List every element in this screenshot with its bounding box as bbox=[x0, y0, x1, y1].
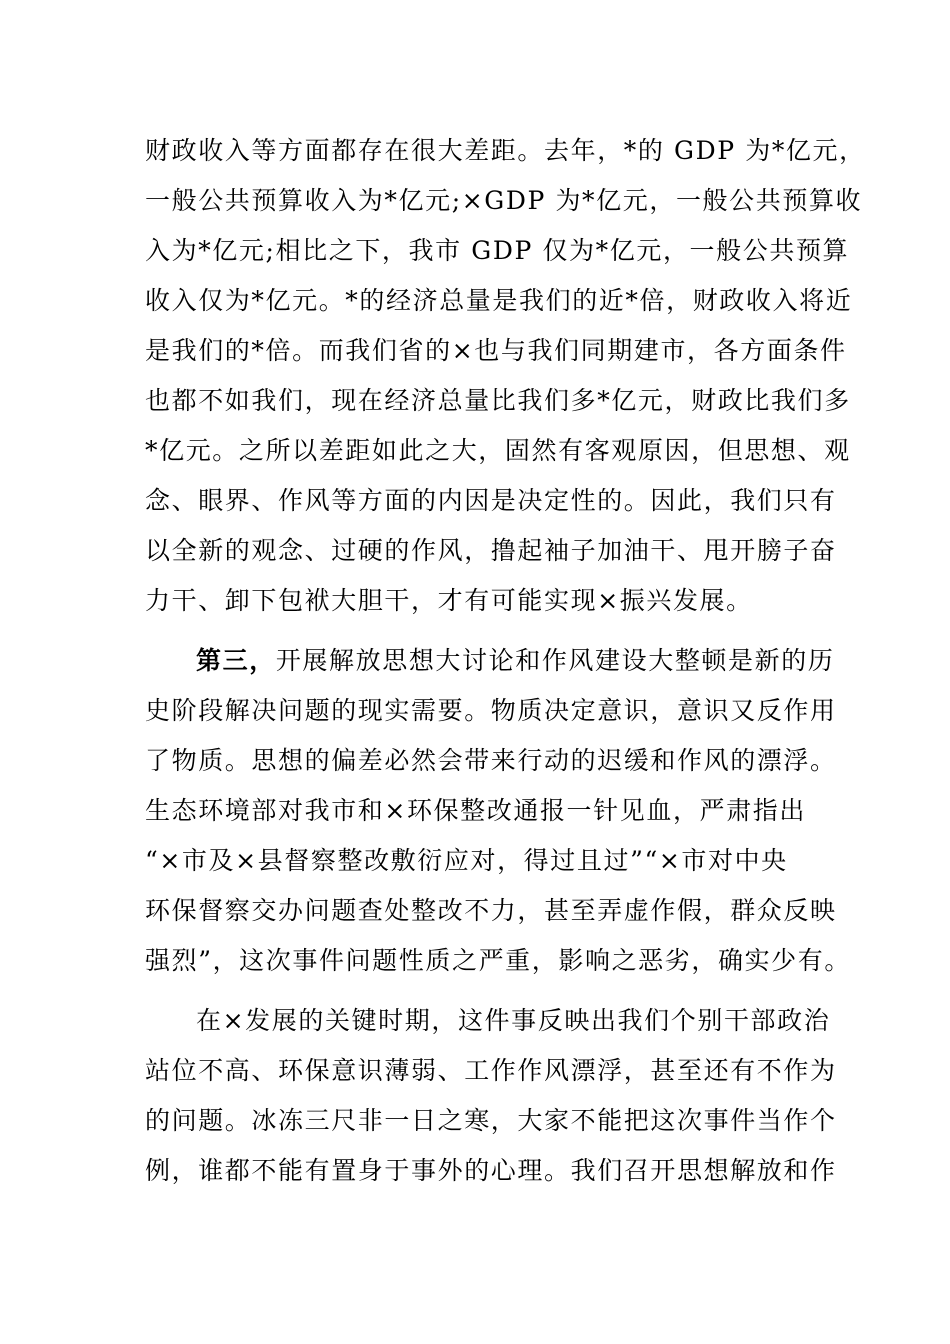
text-line: 在×发展的关键时期，这件事反映出我们个别干部政治 bbox=[196, 1006, 831, 1035]
text-line: 力干、卸下包袱大胆干，才有可能实现×振兴发展。 bbox=[145, 586, 753, 615]
text-line bbox=[196, 646, 834, 676]
text-line: 入为*亿元;相比之下，我市 GDP 仅为*亿元，一般公共预算 bbox=[145, 236, 850, 265]
text-line: 一般公共预算收入为*亿元;×GDP 为*亿元，一般公共预算收 bbox=[145, 186, 863, 215]
bold-lead: 第三， bbox=[196, 646, 276, 675]
text-line: 念、眼界、作风等方面的内因是决定性的。因此，我们只有 bbox=[145, 486, 837, 515]
text-line: 是我们的*倍。而我们省的×也与我们同期建市，各方面条件 bbox=[145, 336, 847, 365]
text-line-rest: 开展解放思想大讨论和作风建设大整顿是新的历 bbox=[275, 646, 835, 675]
text-line: 环保督察交办问题查处整改不力，甚至弄虚作假，群众反映 bbox=[145, 896, 837, 925]
text-line: 了物质。思想的偏差必然会带来行动的迟缓和作风的漂浮。 bbox=[145, 746, 837, 775]
text-line: 强烈”，这次事件问题性质之严重，影响之恶劣，确实少有。 bbox=[145, 946, 851, 975]
text-line: 例，谁都不能有置身于事外的心理。我们召开思想解放和作 bbox=[145, 1156, 837, 1185]
text-line: 的问题。冰冻三尺非一日之寒，大家不能把这次事件当作个 bbox=[145, 1106, 837, 1135]
text-line: 以全新的观念、过硬的作风，撸起袖子加油干、甩开膀子奋 bbox=[145, 536, 837, 565]
text-line: 站位不高、环保意识薄弱、工作作风漂浮，甚至还有不作为 bbox=[145, 1056, 837, 1085]
text-line: “×市及×县督察整改敷衍应对，得过且过”“×市对中央 bbox=[145, 846, 788, 875]
text-line: 生态环境部对我市和×环保整改通报一针见血，严肃指出 bbox=[145, 796, 806, 825]
text-line: 财政收入等方面都存在很大差距。去年，*的 GDP 为*亿元， bbox=[145, 136, 866, 165]
text-line: 收入仅为*亿元。*的经济总量是我们的近*倍，财政收入将近 bbox=[145, 286, 853, 315]
text-line: 史阶段解决问题的现实需要。物质决定意识，意识又反作用 bbox=[145, 696, 837, 725]
text-line: 也都不如我们，现在经济总量比我们多*亿元，财政比我们多 bbox=[145, 386, 851, 415]
text-line: *亿元。之所以差距如此之大，固然有客观原因，但思想、观 bbox=[145, 436, 851, 465]
